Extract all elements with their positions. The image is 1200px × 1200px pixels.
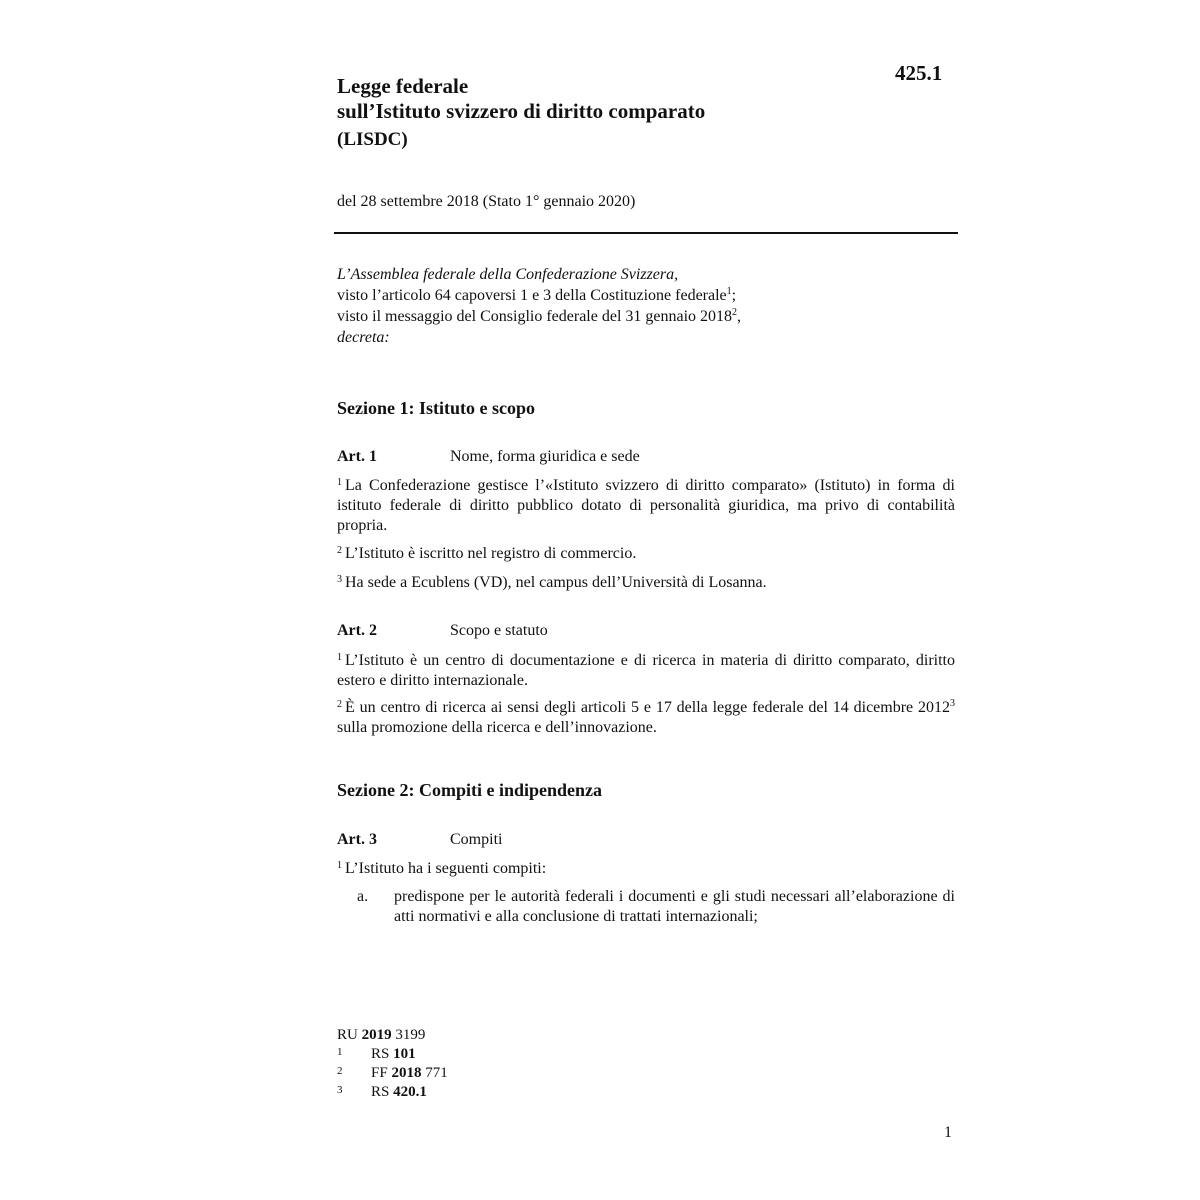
preamble: [337, 264, 741, 348]
footnotes: [337, 1027, 448, 1101]
title-line-1: Legge federale: [337, 74, 469, 98]
sr-number: 425.1: [895, 61, 943, 85]
preamble-decrees: decreta:: [337, 329, 390, 346]
preamble-line-1: visto l’articolo 64 capoversi 1 e 3 della Costituzione federale$^1$;: [337, 286, 737, 304]
article-heading-3: [337, 831, 957, 849]
section-heading-1: Sezione 1: Istituto e scopo: [337, 398, 535, 418]
article-number: Art. 1: [337, 448, 377, 465]
date-line: del 28 settembre 2018 (Stato 1° gennaio 2020): [337, 193, 636, 210]
header-rule: [334, 232, 958, 234]
section-heading-2: Sezione 2: Compiti e indipendenza: [337, 780, 603, 800]
article-heading-2: [337, 622, 957, 640]
law-title: [337, 74, 705, 152]
preamble-assembly: L’Assemblea federale della Confederazione Svizzera,: [337, 266, 679, 283]
title-line-2: sull’Istituto svizzero di diritto comparato: [337, 99, 706, 123]
footnote-ref-3[interactable]: 3: [950, 698, 955, 709]
article-title: Nome, forma giuridica e sede: [450, 448, 640, 465]
article-1-para-1: $^1$ La Confederazione gestisce l’«Istituto svizzero di diritto comparato» (Istituto) in forma di istituto federale di diritto pubblico dotato di personalità giuridica, ma privo di contabilità propria.: [337, 477, 955, 534]
article-2-para-1: $^1$ L’Istituto è un centro di documentazione e di ricerca in materia di diritto comparato, diritto estero e diritto internazionale.: [337, 652, 955, 689]
footnote-1: 1 RS 101: [337, 1046, 416, 1062]
footnote-3: 3 RS 420.1: [337, 1084, 427, 1100]
item-letter: a.: [357, 888, 369, 905]
page-number: 1: [944, 1124, 952, 1141]
article-3-item-a: [357, 887, 955, 927]
article-2-para-2: $^2$ È un centro di ricerca ai sensi degli articoli 5 e 17 della legge federale del 14 dicembre 2012$^3$ sulla promozione della ricerca e dell’innovazione.: [337, 698, 955, 736]
article-1-para-2: $^2$ L’Istituto è iscritto nel registro di commercio.: [337, 545, 637, 562]
article-1-para-3: $^3$ Ha sede a Ecublens (VD), nel campus dell’Università di Losanna.: [337, 574, 767, 591]
footnote-2: 2 FF 2018 771: [337, 1065, 448, 1081]
article-3-para-1: $^1$ L’Istituto ha i seguenti compiti:: [337, 860, 547, 877]
article-number: Art. 3: [337, 831, 377, 848]
article-heading-1: [337, 448, 957, 466]
article-number: Art. 2: [337, 622, 377, 639]
footnote-ref-1[interactable]: 1: [726, 286, 732, 297]
article-title: Compiti: [450, 831, 503, 848]
title-abbrev: (LISDC): [337, 129, 408, 150]
footnote-ref-2[interactable]: 2: [732, 307, 738, 318]
preamble-line-2: visto il messaggio del Consiglio federale del 31 gennaio 2018$^2$,: [337, 307, 742, 325]
item-text: predispone per le autorità federali i documenti e gli studi necessari all’elaborazione di atti normativi e alla conclusione di trattati internazionali;: [394, 888, 955, 925]
footnote-ru: RU 2019 3199: [337, 1027, 426, 1043]
article-title: Scopo e statuto: [450, 622, 548, 639]
